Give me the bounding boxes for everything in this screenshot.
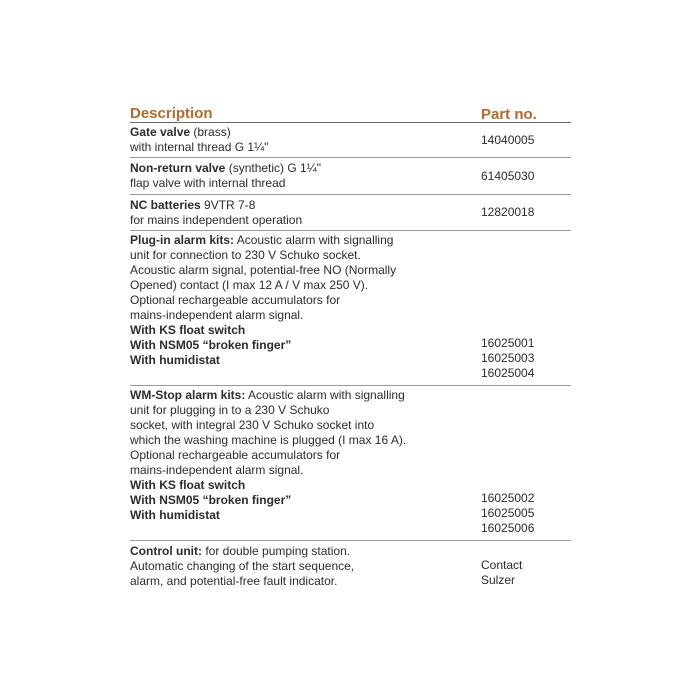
row-title: NC batteries — [130, 197, 201, 212]
option-line: With NSM05 “broken finger” — [130, 493, 292, 507]
table-row — [130, 123, 571, 158]
part-number: 16025004 — [481, 366, 535, 380]
row-line: unit for plugging in to a 230 V Schuko — [130, 403, 330, 417]
row-line: unit for connection to 230 V Schuko socket. — [130, 248, 361, 262]
parts-table — [130, 100, 571, 599]
table-row — [130, 158, 571, 195]
part-number: 61405030 — [481, 168, 535, 183]
row-title-rest: 9VTR 7-8 — [200, 197, 256, 212]
row-line: with internal thread G 1¼" — [130, 140, 269, 154]
row-line: Automatic changing of the start sequence, — [130, 559, 355, 573]
part-no-heading: Part no. — [481, 106, 537, 123]
part-number-list — [481, 233, 571, 385]
row-line: flap valve with internal thread — [130, 176, 286, 190]
row-title: Non-return valve — [130, 161, 226, 175]
row-description — [130, 161, 475, 191]
row-title: WM-Stop alarm kits: — [130, 388, 246, 402]
row-title-rest: Acoustic alarm with signalling — [234, 233, 394, 247]
row-description — [130, 198, 475, 228]
row-line: mains-independent alarm signal. — [130, 308, 304, 322]
row-description — [130, 125, 475, 155]
option-line: With NSM05 “broken finger” — [130, 338, 292, 352]
option-line: With humidistat — [130, 508, 220, 522]
part-number: 14040005 — [481, 132, 535, 147]
table-header — [130, 100, 571, 123]
row-line: alarm, and potential-free fault indicator. — [130, 574, 338, 588]
table-row — [130, 386, 571, 541]
part-number: 16025002 — [481, 491, 535, 505]
row-line: Optional rechargeable accumulators for — [130, 448, 341, 462]
part-number: 16025003 — [481, 351, 535, 365]
part-number: 16025006 — [481, 521, 535, 535]
part-number: 16025005 — [481, 506, 535, 520]
row-title: Control unit: — [130, 544, 202, 558]
row-line: socket, with integral 230 V Schuko socket into — [130, 418, 375, 432]
row-description — [130, 388, 475, 540]
part-number: 16025001 — [481, 336, 535, 350]
table-row — [130, 541, 571, 599]
option-line: With KS float switch — [130, 323, 246, 337]
description-heading: Description — [130, 105, 213, 122]
row-line: Acoustic alarm signal, potential-free NO (Normally — [130, 263, 397, 277]
part-number: 12820018 — [481, 205, 535, 219]
row-line: mains-independent alarm signal. — [130, 463, 304, 477]
contact-line: Contact — [481, 558, 523, 572]
row-title-rest: for double pumping station. — [201, 544, 351, 558]
table-row — [130, 231, 571, 386]
contact-line: Sulzer — [481, 573, 516, 587]
part-number-contact — [481, 544, 571, 599]
row-description — [130, 544, 475, 599]
row-title-rest: (synthetic) G 1¼" — [225, 161, 321, 175]
option-line: With KS float switch — [130, 478, 246, 492]
row-title: Gate valve — [130, 125, 191, 139]
row-line: for mains independent operation — [130, 212, 303, 227]
row-line: Opened) contact (I max 12 A / V max 250 V). — [130, 278, 369, 292]
row-line: Optional rechargeable accumulators for — [130, 293, 341, 307]
row-line: which the washing machine is plugged (I max 16 A). — [130, 433, 407, 447]
row-title-rest: (brass) — [190, 125, 231, 139]
row-title: Plug-in alarm kits: — [130, 233, 235, 247]
option-line: With humidistat — [130, 353, 220, 367]
part-number-list — [481, 388, 571, 540]
row-title-rest: Acoustic alarm with signalling — [245, 388, 405, 402]
row-description — [130, 233, 475, 385]
table-row — [130, 195, 571, 231]
